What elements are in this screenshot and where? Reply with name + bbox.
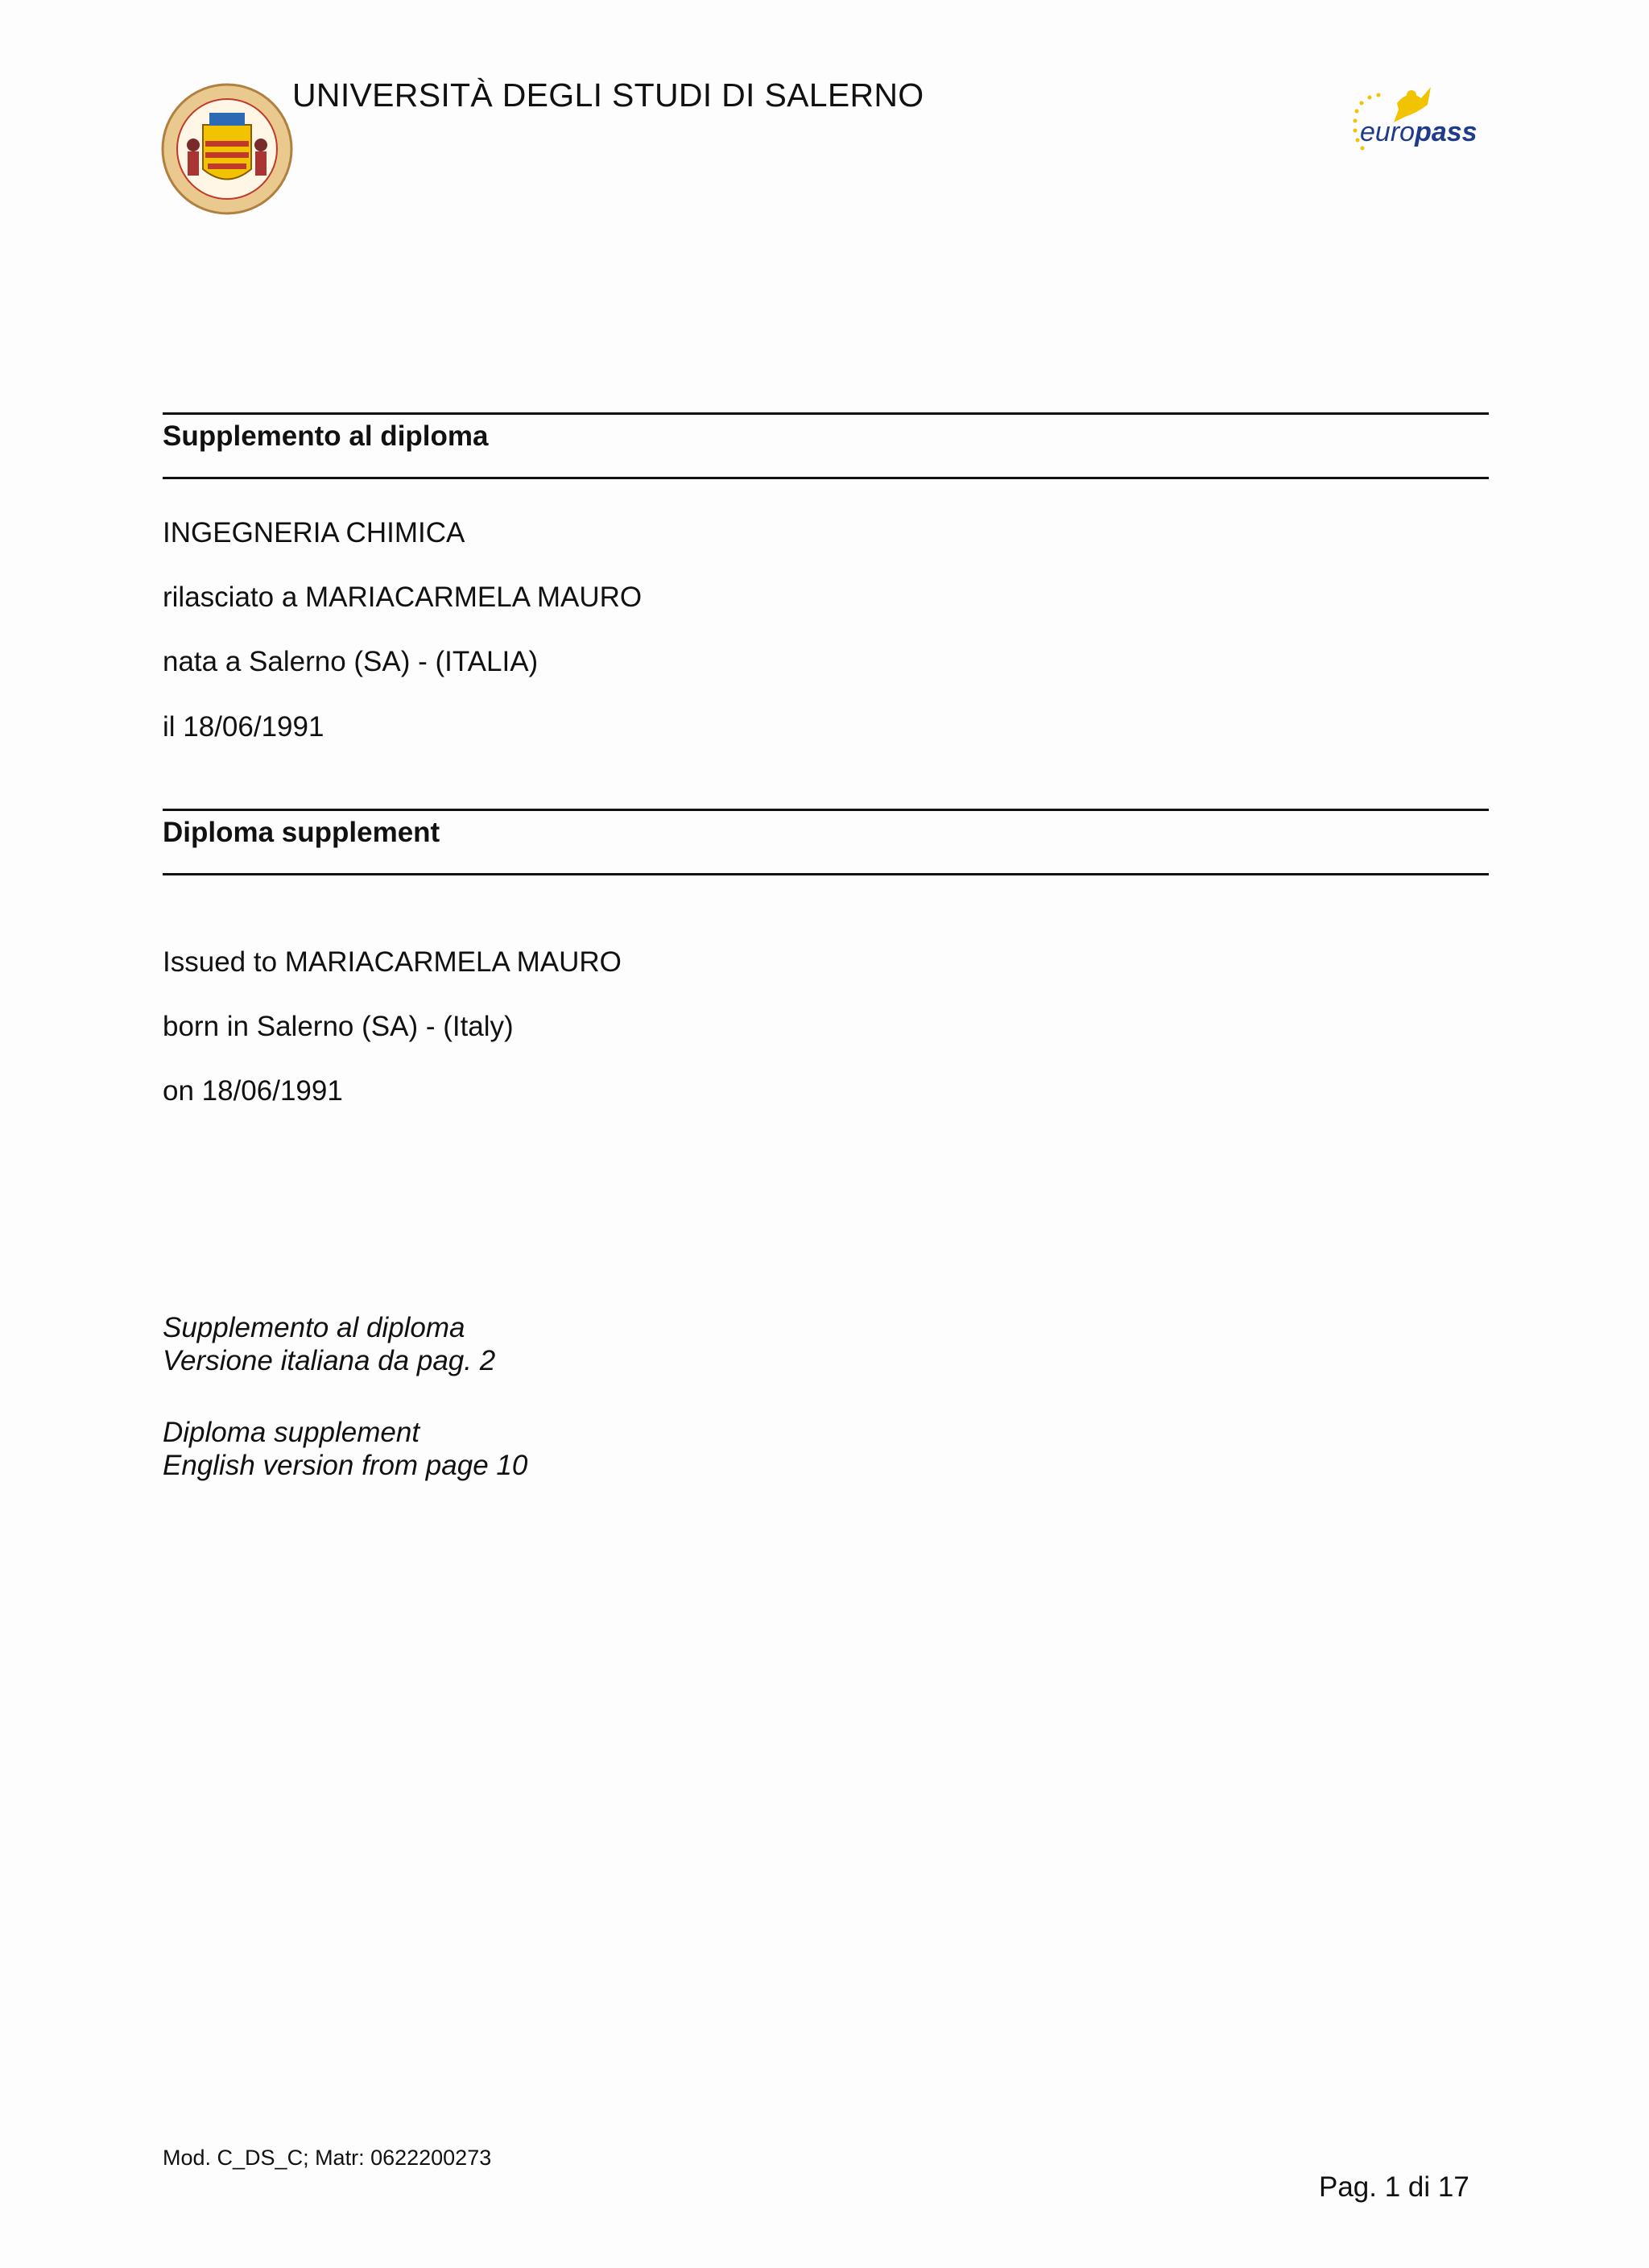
europass-logo	[1341, 81, 1477, 161]
university-name: UNIVERSITÀ DEGLI STUDI DI SALERNO	[292, 77, 924, 114]
english-birthdate: on 18/06/1991	[163, 1075, 343, 1107]
page-number: Pag. 1 di 17	[1319, 2171, 1469, 2203]
english-heading: Diploma supplement	[163, 817, 440, 848]
europass-wordmark	[1360, 117, 1477, 148]
divider	[163, 477, 1489, 479]
english-issued-to: Issued to MARIACARMELA MAURO	[163, 946, 622, 978]
english-birthplace: born in Salerno (SA) - (Italy)	[163, 1011, 514, 1042]
english-version-note	[163, 1416, 527, 1482]
degree-name: INGEGNERIA CHIMICA	[163, 517, 465, 548]
europass-euro-text: euro	[1360, 117, 1415, 147]
italian-heading: Supplemento al diploma	[163, 420, 489, 452]
university-seal-logo	[161, 81, 294, 217]
divider	[163, 809, 1489, 811]
divider	[163, 412, 1489, 415]
divider	[163, 873, 1489, 875]
english-version-title: Diploma supplement	[163, 1417, 420, 1448]
europass-pass-text: pass	[1415, 117, 1477, 147]
english-version-pages: English version from page 10	[163, 1450, 528, 1481]
italian-birthdate: il 18/06/1991	[163, 711, 324, 743]
footer-module-id: Mod. C_DS_C; Matr: 0622200273	[163, 2146, 492, 2170]
italian-version-pages: Versione italiana da pag. 2	[163, 1345, 496, 1376]
italian-version-title: Supplemento al diploma	[163, 1312, 465, 1343]
italian-issued-to: rilasciato a MARIACARMELA MAURO	[163, 581, 643, 613]
italian-birthplace: nata a Salerno (SA) - (ITALIA)	[163, 646, 539, 677]
italian-version-note	[163, 1311, 495, 1377]
